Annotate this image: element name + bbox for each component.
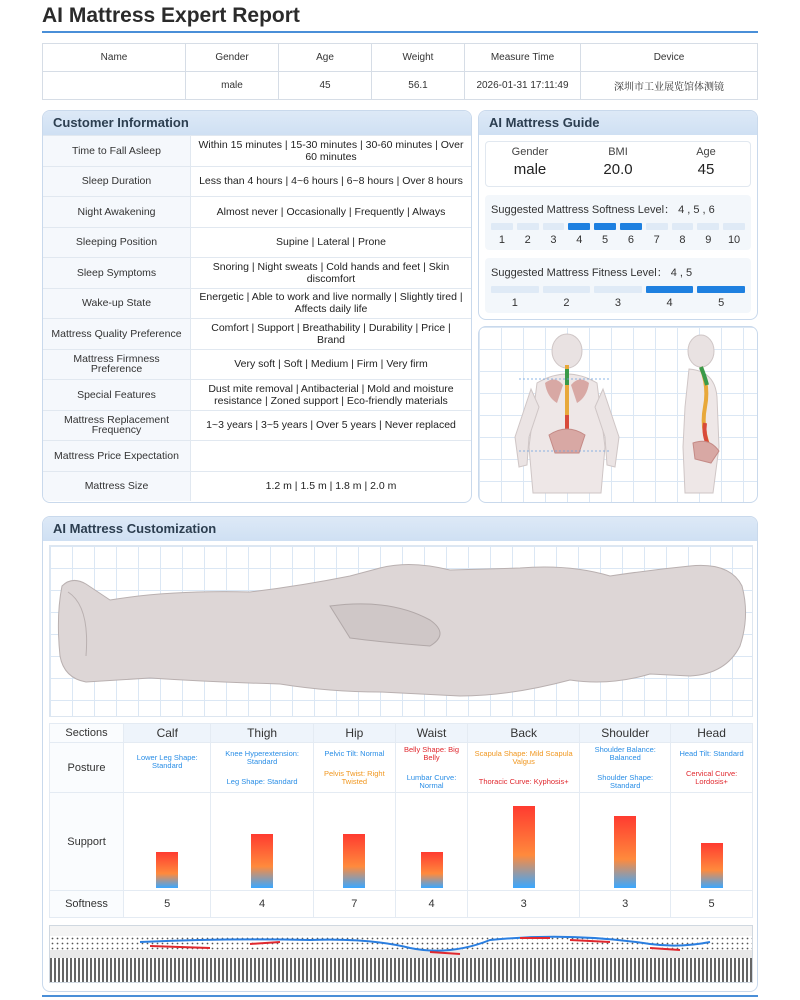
title-divider bbox=[42, 31, 758, 33]
scale-segment bbox=[594, 286, 642, 293]
softness-value: 7 bbox=[313, 891, 395, 918]
customer-info-label: Night Awakening bbox=[77, 205, 156, 218]
customer-info-label-cell bbox=[43, 350, 191, 380]
posture-cell bbox=[211, 743, 313, 793]
customer-info-label: Sleep Symptoms bbox=[76, 266, 157, 279]
customer-info-label: Special Features bbox=[77, 388, 156, 401]
scale-number: 1 bbox=[498, 234, 505, 246]
support-bar bbox=[614, 816, 636, 888]
customer-info-label-cell bbox=[43, 411, 191, 441]
support-cell bbox=[468, 793, 580, 891]
fitness-scale-box bbox=[485, 258, 751, 313]
stat-gender-label: Gender bbox=[511, 146, 549, 158]
bottom-divider bbox=[42, 995, 758, 997]
posture-label: Posture bbox=[50, 743, 124, 793]
posture-line-2: Cervical Curve: Lordosis+ bbox=[685, 768, 738, 786]
mattress-customization-title: AI Mattress Customization bbox=[43, 517, 757, 541]
scale-number: 5 bbox=[718, 297, 725, 309]
customer-info-row bbox=[43, 196, 471, 227]
header-name: Name bbox=[43, 44, 186, 72]
section-name: Thigh bbox=[211, 724, 313, 743]
support-bar bbox=[251, 834, 273, 888]
mattress-cross-section bbox=[49, 925, 753, 983]
posture-line-2: Lumbar Curve: Normal bbox=[406, 772, 457, 790]
spine-posture-panel bbox=[478, 326, 758, 503]
scale-number: 4 bbox=[576, 234, 583, 246]
customer-information-title: Customer Information bbox=[43, 111, 471, 135]
customer-info-label-cell bbox=[43, 228, 191, 258]
scale-segment bbox=[568, 223, 590, 230]
customer-info-label: Mattress Replacement Frequency bbox=[63, 414, 170, 437]
mattress-customization-panel bbox=[42, 516, 758, 992]
stat-gender bbox=[486, 142, 574, 186]
scale-segment bbox=[646, 286, 694, 293]
posture-line-1: Knee Hyperextension: Standard bbox=[225, 748, 299, 766]
header-age: Age bbox=[279, 44, 372, 72]
mattress-guide-title: AI Mattress Guide bbox=[479, 111, 757, 135]
support-bar bbox=[421, 852, 443, 888]
customer-info-value: Dust mite removal | Antibacterial | Mold and moisture resistance | Zoned support | Eco-friendly materials bbox=[208, 382, 454, 407]
scale-segment bbox=[697, 223, 719, 230]
customer-info-label-cell bbox=[43, 319, 191, 349]
scale-segment bbox=[517, 223, 539, 230]
posture-line-1: Pelvic Tilt: Normal bbox=[324, 748, 385, 758]
customer-info-label: Time to Fall Asleep bbox=[72, 144, 161, 157]
posture-line-1: Shoulder Balance: Balanced bbox=[594, 744, 656, 762]
customer-information-panel bbox=[42, 110, 472, 503]
posture-line-1: Head Tilt: Standard bbox=[679, 748, 744, 758]
scale-number: 4 bbox=[666, 297, 673, 309]
customer-info-row bbox=[43, 440, 471, 471]
customer-info-label: Sleeping Position bbox=[75, 236, 158, 249]
side-body-figure bbox=[683, 335, 719, 493]
customer-info-row bbox=[43, 471, 471, 502]
softness-value: 3 bbox=[468, 891, 580, 918]
posture-cell bbox=[124, 743, 211, 793]
scale-segment bbox=[620, 223, 642, 230]
fitness-scale-title: Suggested Mattress Fitness Level： 4 , 5 bbox=[491, 267, 693, 279]
softness-scale-box bbox=[485, 195, 751, 250]
customer-info-label-cell bbox=[43, 167, 191, 197]
customer-info-label-cell bbox=[43, 441, 191, 471]
customer-info-row bbox=[43, 379, 471, 410]
customer-info-row bbox=[43, 227, 471, 258]
sections-table bbox=[49, 723, 753, 918]
header-gender: Gender bbox=[186, 44, 279, 72]
posture-line-2: Leg Shape: Standard bbox=[226, 776, 298, 786]
scale-number: 10 bbox=[727, 234, 741, 246]
support-cell bbox=[395, 793, 467, 891]
section-name: Head bbox=[671, 724, 753, 743]
softness-value: 3 bbox=[580, 891, 671, 918]
support-bar bbox=[156, 852, 178, 888]
customer-info-label: Mattress Price Expectation bbox=[54, 449, 179, 462]
lying-body-scan bbox=[50, 546, 752, 716]
guide-stats bbox=[485, 141, 751, 187]
customer-info-row bbox=[43, 166, 471, 197]
customer-info-label: Wake-up State bbox=[81, 297, 152, 310]
softness-value: 4 bbox=[395, 891, 467, 918]
scale-number: 3 bbox=[614, 297, 622, 309]
stat-age bbox=[662, 142, 750, 186]
scale-segment bbox=[672, 223, 694, 230]
scale-number: 9 bbox=[705, 234, 712, 246]
stat-bmi-label: BMI bbox=[608, 146, 628, 158]
customer-info-rows bbox=[43, 135, 471, 501]
stat-age-label: Age bbox=[696, 146, 716, 158]
scale-segment bbox=[491, 286, 539, 293]
customer-info-value: 1~3 years | 3~5 years | Over 5 years | Never replaced bbox=[206, 419, 456, 432]
scale-segment bbox=[646, 223, 668, 230]
customer-info-label-cell bbox=[43, 472, 191, 502]
customer-info-value: Comfort | Support | Breathability | Durability | Price | Brand bbox=[211, 321, 451, 346]
scale-segment bbox=[723, 223, 745, 230]
fitness-scale-numbers bbox=[491, 297, 745, 309]
customer-info-row bbox=[43, 318, 471, 349]
scale-number: 5 bbox=[602, 234, 609, 246]
customer-info-label-cell bbox=[43, 258, 191, 288]
stat-gender-value: male bbox=[513, 161, 547, 178]
header-measure-time: Measure Time bbox=[465, 44, 581, 72]
customer-info-value: Less than 4 hours | 4~6 hours | 6~8 hours | Over 8 hours bbox=[199, 175, 463, 188]
front-body-figure bbox=[515, 334, 619, 493]
page-title: AI Mattress Expert Report bbox=[42, 4, 300, 27]
support-bar bbox=[343, 834, 365, 888]
header-device: Device bbox=[581, 44, 758, 72]
value-weight: 56.1 bbox=[372, 72, 465, 100]
support-bar bbox=[701, 843, 723, 888]
customer-info-label: Sleep Duration bbox=[81, 175, 152, 188]
posture-line-2: Shoulder Shape: Standard bbox=[597, 772, 654, 790]
posture-line-2: Thoracic Curve: Kyphosis+ bbox=[478, 776, 569, 786]
customer-info-value: Energetic | Able to work and live normally | Slightly tired | Affects daily life bbox=[199, 291, 463, 316]
customer-info-label-cell bbox=[43, 289, 191, 319]
customer-info-row bbox=[43, 257, 471, 288]
body-scan-area bbox=[49, 545, 753, 717]
posture-cell bbox=[580, 743, 671, 793]
scale-segment bbox=[543, 286, 591, 293]
scale-number: 7 bbox=[653, 234, 660, 246]
mattress-guide-panel bbox=[478, 110, 758, 320]
posture-cell bbox=[671, 743, 753, 793]
section-name: Waist bbox=[395, 724, 467, 743]
customer-info-row bbox=[43, 135, 471, 166]
customer-info-value: 1.2 m | 1.5 m | 1.8 m | 2.0 m bbox=[265, 480, 397, 493]
scale-segment bbox=[491, 223, 513, 230]
scale-segment bbox=[594, 223, 616, 230]
scale-segment bbox=[697, 286, 745, 293]
customer-info-value: Almost never | Occasionally | Frequently | Always bbox=[216, 205, 446, 218]
customer-info-value: Within 15 minutes | 15-30 minutes | 30-60 minutes | Over 60 minutes bbox=[198, 138, 464, 163]
sections-label: Sections bbox=[50, 724, 124, 743]
value-device: 深圳市工业展览馆体测镜 bbox=[581, 72, 758, 100]
scale-segment bbox=[543, 223, 565, 230]
scale-number: 2 bbox=[563, 297, 570, 309]
support-cell bbox=[580, 793, 671, 891]
scale-number: 2 bbox=[524, 234, 531, 246]
support-bar bbox=[513, 806, 535, 888]
customer-info-label: Mattress Quality Preference bbox=[51, 327, 182, 340]
posture-line-1: Scapula Shape: Mild Scapula Valgus bbox=[474, 748, 573, 766]
scale-number: 1 bbox=[511, 297, 518, 309]
posture-line-1: Belly Shape: Big Belly bbox=[403, 744, 460, 762]
customer-info-value: Very soft | Soft | Medium | Firm | Very firm bbox=[234, 358, 428, 371]
support-cell bbox=[124, 793, 211, 891]
stat-bmi bbox=[574, 142, 662, 186]
section-name: Hip bbox=[313, 724, 395, 743]
customer-info-row bbox=[43, 349, 471, 380]
customer-info-label-cell bbox=[43, 197, 191, 227]
value-gender: male bbox=[186, 72, 279, 100]
softness-scale-bars bbox=[491, 223, 745, 230]
posture-cell bbox=[395, 743, 467, 793]
scale-number: 3 bbox=[550, 234, 557, 246]
customer-info-value: Snoring | Night sweats | Cold hands and feet | Skin discomfort bbox=[212, 260, 450, 285]
posture-line-2: Pelvis Twist: Right Twisted bbox=[323, 768, 385, 786]
scale-number: 8 bbox=[679, 234, 686, 246]
header-weight: Weight bbox=[372, 44, 465, 72]
value-name bbox=[43, 72, 186, 100]
stat-age-value: 45 bbox=[697, 161, 715, 178]
customer-info-row bbox=[43, 288, 471, 319]
section-name: Back bbox=[468, 724, 580, 743]
softness-scale-numbers bbox=[491, 234, 745, 246]
fitness-scale-bars bbox=[491, 286, 745, 293]
subject-info-table bbox=[42, 43, 758, 100]
section-name: Calf bbox=[124, 724, 211, 743]
customer-info-label-cell bbox=[43, 380, 191, 410]
posture-cell bbox=[313, 743, 395, 793]
support-cell bbox=[313, 793, 395, 891]
support-label: Support bbox=[50, 793, 124, 891]
scale-number: 6 bbox=[627, 234, 634, 246]
spine-figures bbox=[479, 327, 758, 503]
support-cell bbox=[671, 793, 753, 891]
softness-scale-title: Suggested Mattress Softness Level： 4 , 5 , 6 bbox=[491, 204, 715, 216]
softness-value: 5 bbox=[671, 891, 753, 918]
customer-info-label: Mattress Size bbox=[84, 480, 149, 493]
posture-line-1: Lower Leg Shape: Standard bbox=[136, 752, 198, 770]
softness-label: Softness bbox=[50, 891, 124, 918]
customer-info-value: Supine | Lateral | Prone bbox=[276, 236, 386, 249]
customer-info-row bbox=[43, 410, 471, 441]
customer-info-label: Mattress Firmness Preference bbox=[73, 353, 160, 376]
section-name: Shoulder bbox=[580, 724, 671, 743]
posture-cell bbox=[468, 743, 580, 793]
value-age: 45 bbox=[279, 72, 372, 100]
softness-value: 4 bbox=[211, 891, 313, 918]
softness-value: 5 bbox=[124, 891, 211, 918]
value-measure-time: 2026-01-31 17:11:49 bbox=[465, 72, 581, 100]
customer-info-label-cell bbox=[43, 136, 191, 166]
support-cell bbox=[211, 793, 313, 891]
stat-bmi-value: 20.0 bbox=[603, 161, 633, 178]
